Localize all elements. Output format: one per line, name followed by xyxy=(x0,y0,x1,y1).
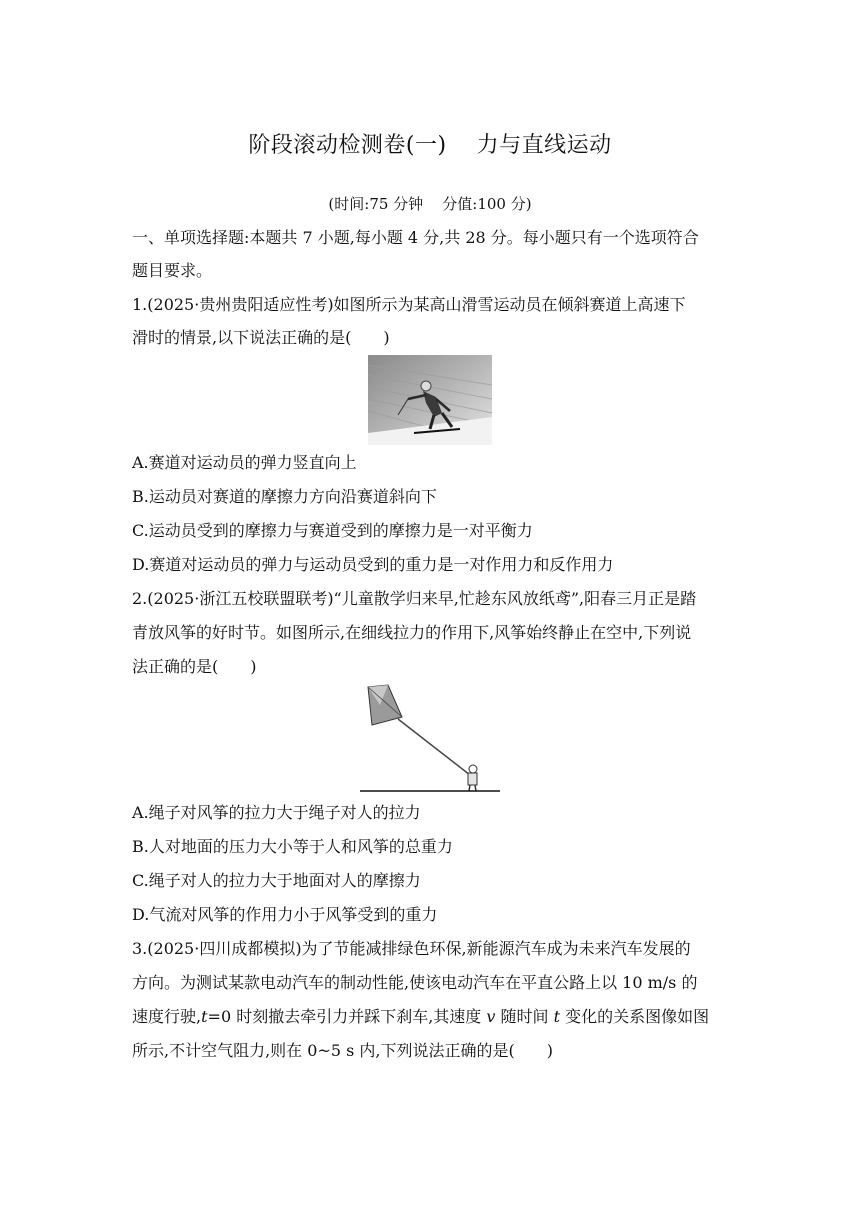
q2-stem-line3: 法正确的是( ) xyxy=(132,657,257,676)
section-heading-line1: 一、单项选择题:本题共 7 小题,每小题 4 分,共 28 分。每小题只有一个选项符合 xyxy=(132,228,699,247)
skier-photo xyxy=(368,355,492,445)
q2-stem-line1: 2.(2025·浙江五校联盟联考)“儿童散学归来早,忙趁东风放纸鸢”,阳春三月正是踏 xyxy=(132,589,697,608)
q1-stem-line2: 滑时的情景,以下说法正确的是( ) xyxy=(132,328,390,347)
q1-option-b: B.运动员对赛道的摩擦力方向沿赛道斜向下 xyxy=(132,487,437,506)
q1-option-a: A.赛道对运动员的弹力竖直向上 xyxy=(132,453,357,472)
kite-diagram xyxy=(358,683,502,795)
q1-option-c: C.运动员受到的摩擦力与赛道受到的摩擦力是一对平衡力 xyxy=(132,521,533,540)
q3-var-t: t xyxy=(201,1007,208,1026)
q2-option-d: D.气流对风筝的作用力小于风筝受到的重力 xyxy=(132,905,438,924)
title-main: 阶段滚动检测卷(一) xyxy=(248,133,447,158)
q3-stem-line3 xyxy=(132,1007,732,1027)
exam-meta xyxy=(0,193,860,214)
q2-option-b: B.人对地面的压力大小等于人和风筝的总重力 xyxy=(132,837,453,856)
q1-option-d: D.赛道对运动员的弹力与运动员受到的重力是一对作用力和反作用力 xyxy=(132,555,614,574)
q3-var-t2: t xyxy=(553,1007,561,1026)
exam-score: 分值:100 分) xyxy=(442,195,532,213)
exam-time: (时间:75 分钟 xyxy=(328,195,424,213)
q2-option-c: C.绳子对人的拉力大于地面对人的摩擦力 xyxy=(132,871,421,890)
q3-stem-line2: 方向。为测试某款电动汽车的制动性能,使该电动汽车在平直公路上以 10 m/s 的 xyxy=(132,973,698,992)
q3-line3-part-c: 随时间 xyxy=(495,1007,554,1026)
person-icon xyxy=(468,765,477,791)
q1-stem-line1: 1.(2025·贵州贵阳适应性考)如图所示为某高山滑雪运动员在倾斜赛道上高速下 xyxy=(132,295,686,314)
q3-stem-line1: 3.(2025·四川成都模拟)为了节能减排绿色环保,新能源汽车成为未来汽车发展的 xyxy=(132,939,691,958)
q3-var-v: v xyxy=(486,1007,496,1026)
q3-line3-part-a: 速度行驶, xyxy=(132,1007,202,1026)
q3-stem-line4: 所示,不计空气阻力,则在 0~5 s 内,下列说法正确的是( ) xyxy=(132,1041,553,1060)
page-title xyxy=(0,128,860,159)
q2-option-a: A.绳子对风筝的拉力大于绳子对人的拉力 xyxy=(132,803,421,822)
q2-stem-line2: 青放风筝的好时节。如图所示,在细线拉力的作用下,风筝始终静止在空中,下列说 xyxy=(132,623,692,642)
title-sub: 力与直线运动 xyxy=(476,133,612,158)
section-heading-line2: 题目要求。 xyxy=(132,261,213,280)
kite-string xyxy=(398,719,470,775)
kite-icon xyxy=(368,685,402,725)
q3-line3-part-d: 变化的关系图像如图 xyxy=(560,1007,710,1026)
q3-line3-part-b: =0 时刻撤去牵引力并踩下刹车,其速度 xyxy=(207,1007,487,1026)
